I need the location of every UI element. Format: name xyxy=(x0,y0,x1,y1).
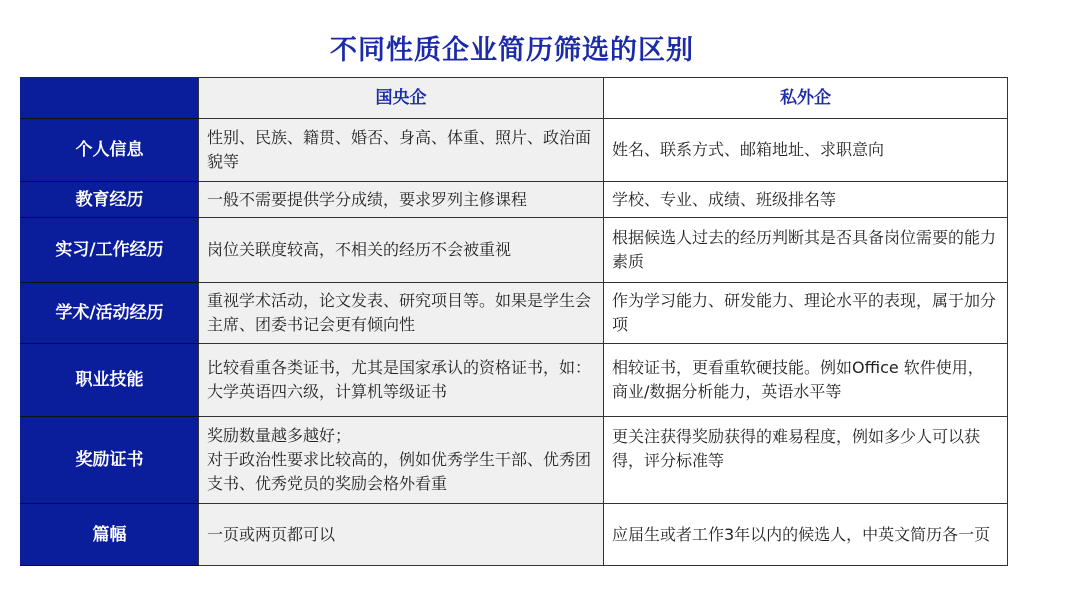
header-corner xyxy=(21,78,199,119)
row-label: 实习/工作经历 xyxy=(21,218,199,283)
soe-cell: 性别、民族、籍贯、婚否、身高、体重、照片、政治面貌等 xyxy=(199,119,604,182)
row-label: 职业技能 xyxy=(21,344,199,417)
private-cell: 相较证书，更看重软硬技能。例如Office 软件使用，商业/数据分析能力，英语水平等 xyxy=(604,344,1008,417)
row-label: 学术/活动经历 xyxy=(21,283,199,344)
soe-cell: 一页或两页都可以 xyxy=(199,504,604,566)
soe-cell: 比较看重各类证书，尤其是国家承认的资格证书，如：大学英语四六级，计算机等级证书 xyxy=(199,344,604,417)
page-title: 不同性质企业简历筛选的区别 xyxy=(330,35,694,66)
private-cell: 根据候选人过去的经历判断其是否具备岗位需要的能力素质 xyxy=(604,218,1008,283)
table-row xyxy=(21,417,1008,504)
comparison-table xyxy=(20,77,1008,566)
soe-cell: 重视学术活动，论文发表、研究项目等。如果是学生会主席、团委书记会更有倾向性 xyxy=(199,283,604,344)
table-row xyxy=(21,182,1008,218)
header-row xyxy=(21,78,1008,119)
table-row xyxy=(21,283,1008,344)
row-label: 教育经历 xyxy=(21,182,199,218)
header-private: 私外企 xyxy=(604,78,1008,119)
header-soe: 国央企 xyxy=(199,78,604,119)
private-cell: 姓名、联系方式、邮箱地址、求职意向 xyxy=(604,119,1008,182)
row-label: 篇幅 xyxy=(21,504,199,566)
private-cell: 应届生或者工作3年以内的候选人，中英文简历各一页 xyxy=(604,504,1008,566)
private-cell: 更关注获得奖励获得的难易程度，例如多少人可以获得，评分标准等 xyxy=(604,417,1008,504)
private-cell: 作为学习能力、研发能力、理论水平的表现，属于加分项 xyxy=(604,283,1008,344)
table-row xyxy=(21,218,1008,283)
private-cell: 学校、专业、成绩、班级排名等 xyxy=(604,182,1008,218)
row-label: 个人信息 xyxy=(21,119,199,182)
soe-cell: 岗位关联度较高，不相关的经历不会被重视 xyxy=(199,218,604,283)
table-row xyxy=(21,344,1008,417)
soe-cell: 奖励数量越多越好； 对于政治性要求比较高的，例如优秀学生干部、优秀团支书、优秀党员的奖励会格外看重 xyxy=(199,417,604,504)
soe-cell: 一般不需要提供学分成绩，要求罗列主修课程 xyxy=(199,182,604,218)
row-label: 奖励证书 xyxy=(21,417,199,504)
table-row xyxy=(21,119,1008,182)
table-row xyxy=(21,504,1008,566)
